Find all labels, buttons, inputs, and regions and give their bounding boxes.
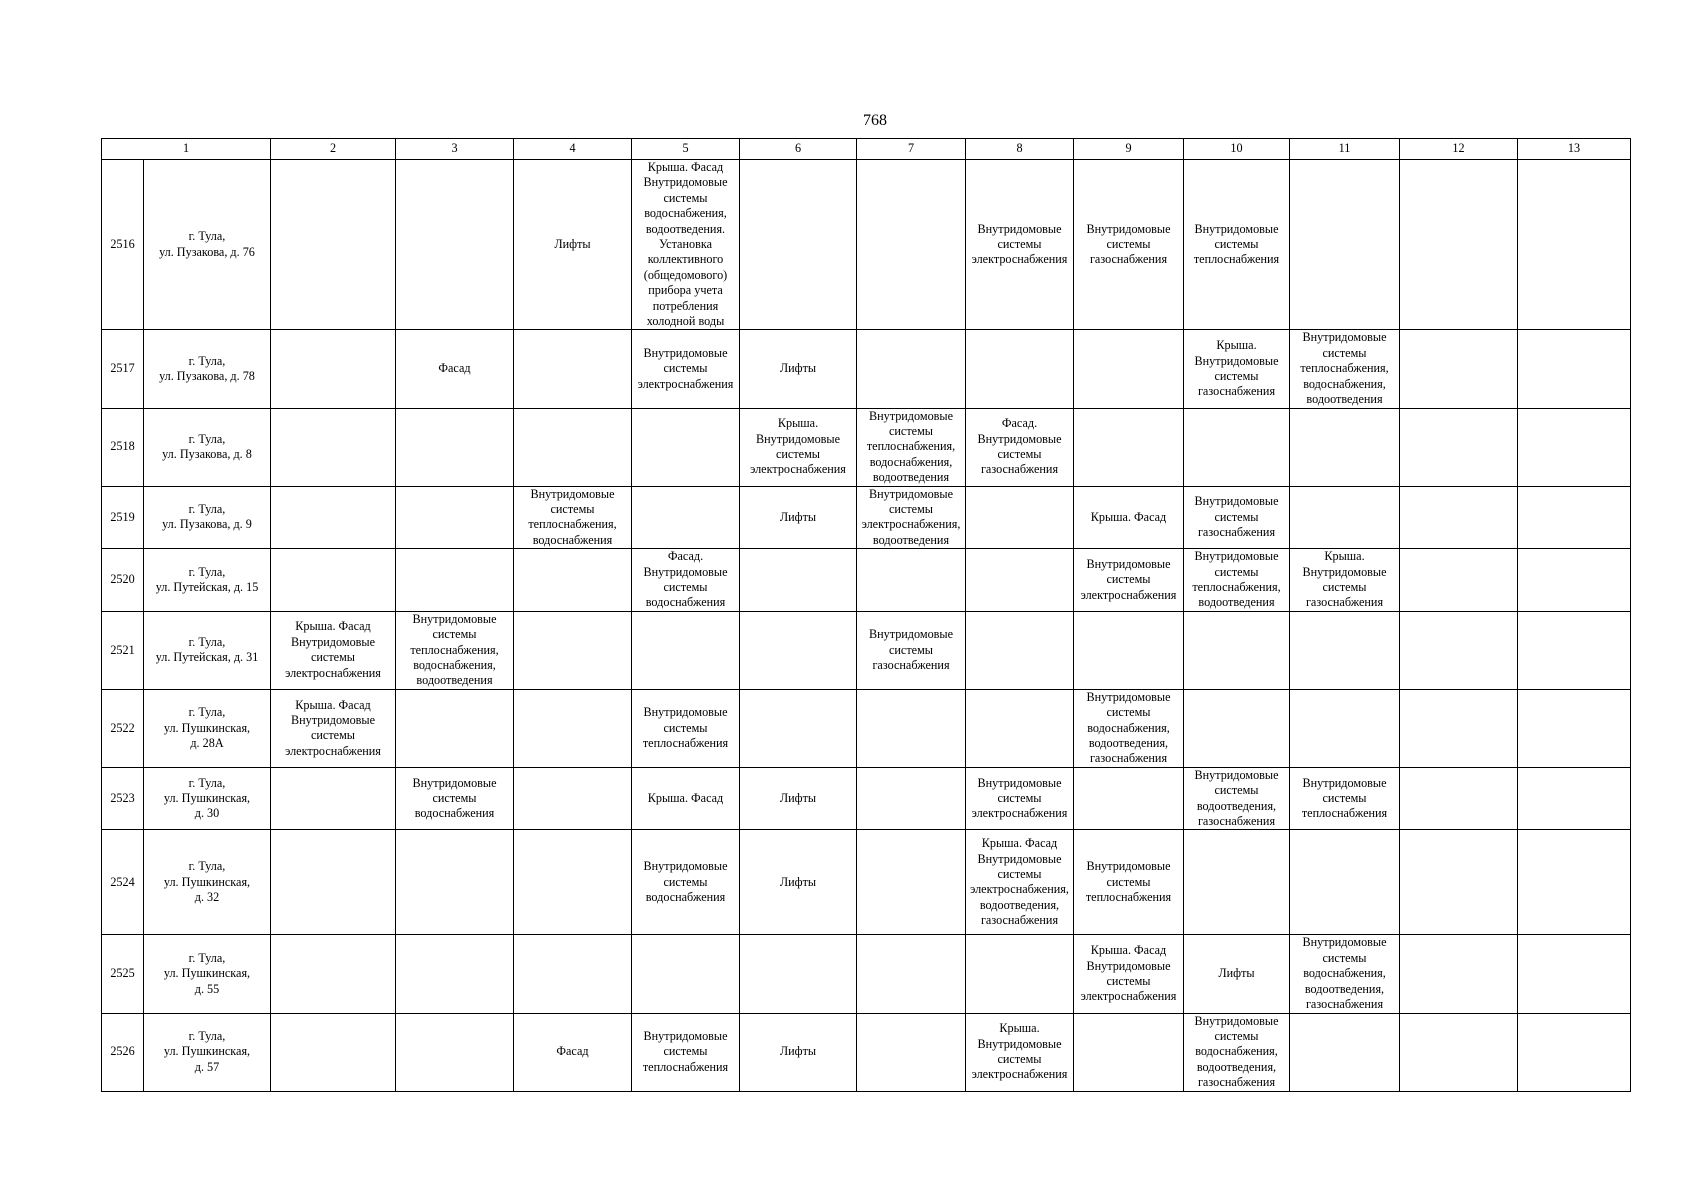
address-cell: г. Тула, ул. Пушкинская, д. 30 xyxy=(144,767,271,830)
table-cell-col-9 xyxy=(1074,611,1184,689)
table-cell-col-13 xyxy=(1518,689,1631,767)
column-header: 2 xyxy=(271,139,396,160)
table-cell-col-10: Лифты xyxy=(1184,935,1290,1013)
table-cell-col-8: Фасад. Внутридомовые системы газоснабжения xyxy=(966,408,1074,486)
table-cell-col-3 xyxy=(396,549,514,612)
table-cell-col-5: Внутридомовые системы теплоснабжения xyxy=(632,1013,740,1091)
column-header: 7 xyxy=(857,139,966,160)
table-cell-col-13 xyxy=(1518,611,1631,689)
table-cell-col-13 xyxy=(1518,330,1631,408)
table-cell-col-13 xyxy=(1518,160,1631,330)
column-header: 11 xyxy=(1290,139,1400,160)
table-cell-col-3 xyxy=(396,160,514,330)
table-cell-col-10: Внутридомовые системы газоснабжения xyxy=(1184,486,1290,549)
table-row xyxy=(102,767,1631,830)
table-row xyxy=(102,935,1631,1013)
table-cell-col-10: Внутридомовые системы водоотведения, газоснабжения xyxy=(1184,767,1290,830)
table-cell-col-5: Внутридомовые системы водоснабжения xyxy=(632,830,740,935)
table-cell-col-12 xyxy=(1400,408,1518,486)
address-cell: г. Тула, ул. Пузакова, д. 9 xyxy=(144,486,271,549)
column-header: 5 xyxy=(632,139,740,160)
column-header: 8 xyxy=(966,139,1074,160)
table-cell-col-8 xyxy=(966,689,1074,767)
table-cell-col-4: Лифты xyxy=(514,160,632,330)
address-cell: г. Тула, ул. Путейская, д. 31 xyxy=(144,611,271,689)
table-cell-col-5 xyxy=(632,935,740,1013)
table-cell-col-2 xyxy=(271,935,396,1013)
table-cell-col-11: Внутридомовые системы теплоснабжения xyxy=(1290,767,1400,830)
table-cell-col-3 xyxy=(396,935,514,1013)
table-cell-col-4 xyxy=(514,689,632,767)
table-cell-col-6 xyxy=(740,611,857,689)
table-cell-col-5: Внутридомовые системы электроснабжения xyxy=(632,330,740,408)
table-cell-col-3: Внутридомовые системы теплоснабжения, водоснабжения, водоотведения xyxy=(396,611,514,689)
table-row xyxy=(102,689,1631,767)
table-cell-col-5: Крыша. Фасад xyxy=(632,767,740,830)
address-cell: г. Тула, ул. Пузакова, д. 76 xyxy=(144,160,271,330)
row-number-cell: 2526 xyxy=(102,1013,144,1091)
table-cell-col-9: Внутридомовые системы водоснабжения, водоотведения, газоснабжения xyxy=(1074,689,1184,767)
table-cell-col-10 xyxy=(1184,689,1290,767)
table-cell-col-9: Крыша. Фасад xyxy=(1074,486,1184,549)
table-cell-col-7: Внутридомовые системы газоснабжения xyxy=(857,611,966,689)
table-cell-col-4: Фасад xyxy=(514,1013,632,1091)
table-cell-col-13 xyxy=(1518,549,1631,612)
table-cell-col-12 xyxy=(1400,549,1518,612)
table-cell-col-6 xyxy=(740,935,857,1013)
table-cell-col-11: Крыша. Внутридомовые системы газоснабжения xyxy=(1290,549,1400,612)
row-number-cell: 2523 xyxy=(102,767,144,830)
table-cell-col-12 xyxy=(1400,767,1518,830)
address-cell: г. Тула, ул. Путейская, д. 15 xyxy=(144,549,271,612)
table-cell-col-12 xyxy=(1400,160,1518,330)
table-cell-col-12 xyxy=(1400,935,1518,1013)
table-cell-col-13 xyxy=(1518,486,1631,549)
column-header: 1 xyxy=(102,139,271,160)
table-cell-col-10 xyxy=(1184,408,1290,486)
table-cell-col-5 xyxy=(632,408,740,486)
row-number-cell: 2524 xyxy=(102,830,144,935)
table-cell-col-8: Внутридомовые системы электроснабжения xyxy=(966,160,1074,330)
column-header: 3 xyxy=(396,139,514,160)
table-cell-col-13 xyxy=(1518,935,1631,1013)
table-cell-col-2: Крыша. Фасад Внутридомовые системы электроснабжения xyxy=(271,689,396,767)
address-cell: г. Тула, ул. Пушкинская, д. 32 xyxy=(144,830,271,935)
column-header: 4 xyxy=(514,139,632,160)
table-cell-col-12 xyxy=(1400,689,1518,767)
table-cell-col-5 xyxy=(632,486,740,549)
column-header: 6 xyxy=(740,139,857,160)
table-cell-col-6 xyxy=(740,689,857,767)
table-cell-col-5: Фасад. Внутридомовые системы водоснабжения xyxy=(632,549,740,612)
table-cell-col-6: Лифты xyxy=(740,486,857,549)
table-cell-col-12 xyxy=(1400,486,1518,549)
table-row xyxy=(102,408,1631,486)
table-cell-col-2 xyxy=(271,549,396,612)
table-cell-col-9: Внутридомовые системы электроснабжения xyxy=(1074,549,1184,612)
address-cell: г. Тула, ул. Пушкинская, д. 55 xyxy=(144,935,271,1013)
table-cell-col-10: Внутридомовые системы теплоснабжения, водоотведения xyxy=(1184,549,1290,612)
row-number-cell: 2518 xyxy=(102,408,144,486)
table-cell-col-3 xyxy=(396,689,514,767)
table-cell-col-6: Лифты xyxy=(740,767,857,830)
table-cell-col-6 xyxy=(740,549,857,612)
column-header: 9 xyxy=(1074,139,1184,160)
table-cell-col-3 xyxy=(396,1013,514,1091)
table-row xyxy=(102,160,1631,330)
table-cell-col-10 xyxy=(1184,830,1290,935)
table-cell-col-10 xyxy=(1184,611,1290,689)
table-cell-col-8 xyxy=(966,935,1074,1013)
table-cell-col-9 xyxy=(1074,330,1184,408)
table-cell-col-7: Внутридомовые системы теплоснабжения, водоснабжения, водоотведения xyxy=(857,408,966,486)
table-row xyxy=(102,830,1631,935)
table-cell-col-2 xyxy=(271,767,396,830)
table-cell-col-3 xyxy=(396,408,514,486)
table-cell-col-3: Внутридомовые системы водоснабжения xyxy=(396,767,514,830)
table-cell-col-8: Крыша. Внутридомовые системы электроснабжения xyxy=(966,1013,1074,1091)
table-cell-col-11 xyxy=(1290,486,1400,549)
column-header: 13 xyxy=(1518,139,1631,160)
table-cell-col-12 xyxy=(1400,1013,1518,1091)
table-cell-col-8: Крыша. Фасад Внутридомовые системы электроснабжения, водоотведения, газоснабжения xyxy=(966,830,1074,935)
table-cell-col-9: Внутридомовые системы газоснабжения xyxy=(1074,160,1184,330)
table-cell-col-4 xyxy=(514,830,632,935)
table-cell-col-4 xyxy=(514,767,632,830)
table-cell-col-7 xyxy=(857,935,966,1013)
table-row xyxy=(102,330,1631,408)
table-cell-col-9: Крыша. Фасад Внутридомовые системы электроснабжения xyxy=(1074,935,1184,1013)
table-cell-col-13 xyxy=(1518,1013,1631,1091)
row-number-cell: 2522 xyxy=(102,689,144,767)
table-cell-col-4: Внутридомовые системы теплоснабжения, водоснабжения xyxy=(514,486,632,549)
table-cell-col-9 xyxy=(1074,408,1184,486)
table-cell-col-6: Лифты xyxy=(740,330,857,408)
table-cell-col-6 xyxy=(740,160,857,330)
address-cell: г. Тула, ул. Пушкинская, д. 28А xyxy=(144,689,271,767)
table-cell-col-2: Крыша. Фасад Внутридомовые системы электроснабжения xyxy=(271,611,396,689)
table-cell-col-5: Крыша. Фасад Внутридомовые системы водоснабжения, водоотведения. Установка коллективного (общедомового) прибора учета потребления холодной воды xyxy=(632,160,740,330)
table-row xyxy=(102,486,1631,549)
table-cell-col-5 xyxy=(632,611,740,689)
table-cell-col-7 xyxy=(857,330,966,408)
table-cell-col-6: Лифты xyxy=(740,1013,857,1091)
table-cell-col-8: Внутридомовые системы электроснабжения xyxy=(966,767,1074,830)
table-body xyxy=(102,160,1631,1092)
table-cell-col-6: Лифты xyxy=(740,830,857,935)
repair-schedule-table xyxy=(101,138,1631,1092)
table-cell-col-11 xyxy=(1290,689,1400,767)
table-cell-col-3 xyxy=(396,486,514,549)
table-cell-col-8 xyxy=(966,611,1074,689)
table-cell-col-11: Внутридомовые системы теплоснабжения, водоснабжения, водоотведения xyxy=(1290,330,1400,408)
table-cell-col-9 xyxy=(1074,767,1184,830)
table-cell-col-8 xyxy=(966,549,1074,612)
table-cell-col-10: Внутридомовые системы водоснабжения, водоотведения, газоснабжения xyxy=(1184,1013,1290,1091)
table-cell-col-2 xyxy=(271,1013,396,1091)
table-cell-col-2 xyxy=(271,830,396,935)
column-header: 10 xyxy=(1184,139,1290,160)
table-cell-col-11 xyxy=(1290,1013,1400,1091)
address-cell: г. Тула, ул. Пузакова, д. 8 xyxy=(144,408,271,486)
table-cell-col-9 xyxy=(1074,1013,1184,1091)
table-cell-col-11 xyxy=(1290,408,1400,486)
table-cell-col-10: Внутридомовые системы теплоснабжения xyxy=(1184,160,1290,330)
table-cell-col-10: Крыша. Внутридомовые системы газоснабжения xyxy=(1184,330,1290,408)
table-cell-col-8 xyxy=(966,330,1074,408)
table-cell-col-7 xyxy=(857,549,966,612)
table-cell-col-9: Внутридомовые системы теплоснабжения xyxy=(1074,830,1184,935)
column-header-row xyxy=(102,139,1631,160)
row-number-cell: 2520 xyxy=(102,549,144,612)
table-cell-col-11 xyxy=(1290,830,1400,935)
address-cell: г. Тула, ул. Пузакова, д. 78 xyxy=(144,330,271,408)
row-number-cell: 2525 xyxy=(102,935,144,1013)
row-number-cell: 2519 xyxy=(102,486,144,549)
table-cell-col-11 xyxy=(1290,611,1400,689)
table-cell-col-5: Внутридомовые системы теплоснабжения xyxy=(632,689,740,767)
table-cell-col-3 xyxy=(396,830,514,935)
table-cell-col-4 xyxy=(514,408,632,486)
column-header: 12 xyxy=(1400,139,1518,160)
table-cell-col-2 xyxy=(271,408,396,486)
table-cell-col-2 xyxy=(271,486,396,549)
table-cell-col-12 xyxy=(1400,611,1518,689)
table-cell-col-12 xyxy=(1400,330,1518,408)
table-cell-col-13 xyxy=(1518,767,1631,830)
table-cell-col-4 xyxy=(514,611,632,689)
table-cell-col-7: Внутридомовые системы электроснабжения, водоотведения xyxy=(857,486,966,549)
table-cell-col-7 xyxy=(857,767,966,830)
table-cell-col-8 xyxy=(966,486,1074,549)
table-cell-col-3: Фасад xyxy=(396,330,514,408)
table-cell-col-6: Крыша. Внутридомовые системы электроснабжения xyxy=(740,408,857,486)
row-number-cell: 2517 xyxy=(102,330,144,408)
table-cell-col-7 xyxy=(857,1013,966,1091)
row-number-cell: 2521 xyxy=(102,611,144,689)
address-cell: г. Тула, ул. Пушкинская, д. 57 xyxy=(144,1013,271,1091)
page-number: 768 xyxy=(863,112,887,129)
table-cell-col-4 xyxy=(514,330,632,408)
table-cell-col-12 xyxy=(1400,830,1518,935)
table-cell-col-2 xyxy=(271,160,396,330)
row-number-cell: 2516 xyxy=(102,160,144,330)
table-cell-col-11: Внутридомовые системы водоснабжения, водоотведения, газоснабжения xyxy=(1290,935,1400,1013)
table-cell-col-13 xyxy=(1518,408,1631,486)
table-row xyxy=(102,1013,1631,1091)
table-row xyxy=(102,611,1631,689)
table-cell-col-13 xyxy=(1518,830,1631,935)
table-cell-col-7 xyxy=(857,160,966,330)
table-cell-col-7 xyxy=(857,830,966,935)
table-cell-col-4 xyxy=(514,935,632,1013)
table-cell-col-2 xyxy=(271,330,396,408)
table-cell-col-4 xyxy=(514,549,632,612)
table-cell-col-11 xyxy=(1290,160,1400,330)
table-row xyxy=(102,549,1631,612)
table-cell-col-7 xyxy=(857,689,966,767)
